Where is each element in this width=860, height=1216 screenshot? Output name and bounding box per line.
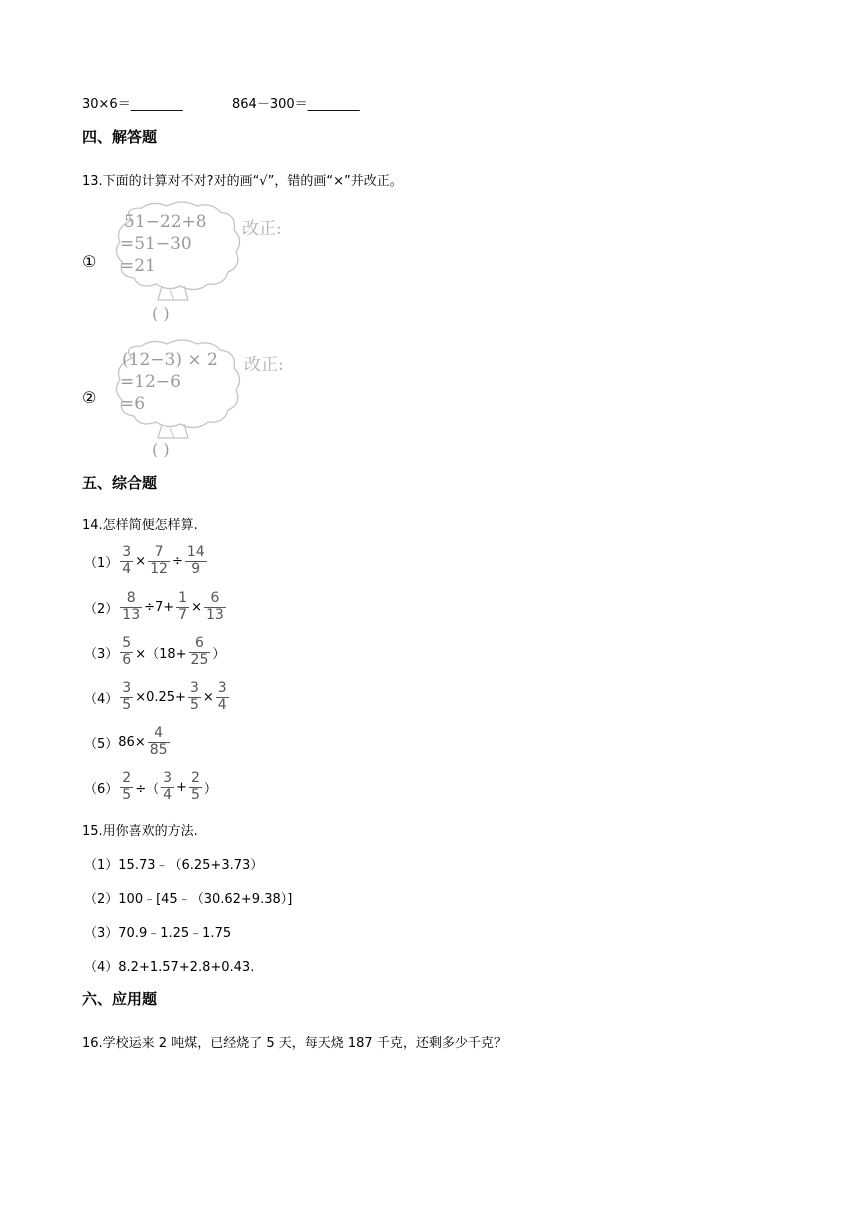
denominator: 5 — [189, 697, 199, 713]
denominator: 4 — [217, 697, 227, 713]
item-2-marker: ② — [82, 388, 97, 407]
operator: 86× — [118, 734, 146, 750]
fraction — [204, 592, 226, 622]
fraction — [120, 592, 142, 622]
numerator: 3 — [122, 680, 132, 696]
operator: × — [202, 689, 214, 705]
operator: ×（18+ — [135, 646, 187, 662]
q14-item-5 — [84, 727, 172, 757]
numerator: 2 — [190, 770, 200, 786]
denominator: 7 — [178, 607, 188, 623]
question-16-prompt: 16.学校运来 2 吨煤，已经烧了 5 天，每天烧 187 千克，还剩多少千克？ — [82, 1036, 507, 1051]
q14-item-1-label: （1） — [84, 555, 119, 571]
tree-1-answer-paren: ( ) — [152, 304, 170, 323]
denominator: 5 — [122, 697, 132, 713]
denominator: 4 — [122, 561, 132, 577]
q15-item-3: （3）70.9﹣1.25﹣1.75 — [84, 926, 232, 941]
fraction — [216, 682, 229, 712]
numerator: 5 — [122, 635, 132, 651]
q14-item-3 — [84, 637, 225, 667]
section-5-heading: 五、综合题 — [82, 474, 158, 492]
q14-item-3-label: （3） — [84, 646, 119, 662]
numerator: 3 — [163, 770, 173, 786]
tree-1-line-1: 51−22+8 — [124, 212, 207, 232]
section-6-heading: 六、应用题 — [82, 990, 158, 1008]
fraction — [120, 546, 133, 576]
fraction — [120, 682, 133, 712]
denominator: 6 — [122, 652, 132, 668]
q14-item-6 — [84, 772, 217, 802]
numerator: 6 — [210, 590, 220, 606]
fraction — [189, 637, 211, 667]
numerator: 7 — [154, 544, 164, 560]
operator: + — [176, 779, 187, 795]
fraction — [120, 637, 133, 667]
tree-1-line-3: =21 — [120, 256, 156, 276]
numerator: 8 — [126, 590, 136, 606]
fraction — [185, 546, 207, 576]
tree-1-correction-label: 改正: — [242, 219, 282, 239]
fraction — [148, 727, 170, 757]
denominator: 85 — [149, 742, 168, 758]
tree-2-line-3: =6 — [120, 394, 146, 414]
operator: ） — [212, 646, 226, 662]
q15-item-4: （4）8.2+1.57+2.8+0.43. — [84, 960, 255, 975]
tree-2-line-1: (12−3) × 2 — [122, 350, 218, 370]
fraction — [176, 592, 189, 622]
operator: ÷7+ — [144, 599, 175, 615]
tree-1-line-2: =51−30 — [120, 234, 192, 254]
operator: ÷ — [171, 553, 183, 569]
q14-item-1 — [84, 546, 209, 576]
numerator: 14 — [186, 544, 205, 560]
numerator: 3 — [122, 544, 132, 560]
fraction — [188, 682, 201, 712]
q15-item-1: （1）15.73﹣（6.25+3.73） — [84, 858, 264, 873]
exercise-line-30x6: 30×6＝________ — [82, 97, 183, 112]
denominator: 4 — [163, 787, 173, 803]
tree-2-correction-label: 改正: — [244, 355, 284, 375]
fraction — [120, 772, 133, 802]
numerator: 6 — [194, 635, 204, 651]
denominator: 13 — [122, 607, 141, 623]
operator: ×0.25+ — [135, 689, 186, 705]
denominator: 12 — [150, 561, 168, 577]
operator: × — [135, 553, 147, 569]
question-14-prompt: 14.怎样简便怎样算. — [82, 518, 198, 533]
tree-2-answer-paren: ( ) — [152, 440, 170, 459]
fraction — [161, 772, 174, 802]
numerator: 3 — [189, 680, 199, 696]
fraction — [148, 546, 170, 576]
numerator: 2 — [122, 770, 132, 786]
item-1-marker: ① — [82, 252, 97, 271]
operator: ÷（ — [135, 781, 160, 797]
operator: × — [191, 599, 202, 615]
q14-item-6-label: （6） — [84, 781, 119, 797]
exercise-line-864-300: 864－300＝________ — [232, 97, 360, 112]
section-4-heading: 四、解答题 — [82, 128, 158, 146]
denominator: 25 — [190, 652, 209, 668]
q14-item-4 — [84, 682, 231, 712]
q15-item-2: （2）100﹣[45﹣（30.62+9.38）] — [84, 892, 293, 907]
denominator: 5 — [190, 787, 200, 803]
numerator: 3 — [217, 680, 227, 696]
question-15-prompt: 15.用你喜欢的方法. — [82, 824, 198, 839]
q14-item-2 — [84, 592, 228, 622]
q14-item-2-label: （2） — [84, 601, 119, 617]
q14-item-4-label: （4） — [84, 691, 119, 707]
numerator: 4 — [154, 725, 164, 741]
fraction — [189, 772, 202, 802]
denominator: 5 — [122, 787, 132, 803]
operator: ） — [203, 781, 217, 797]
numerator: 1 — [178, 590, 188, 606]
tree-2-line-2: =12−6 — [120, 372, 181, 392]
denominator: 13 — [206, 607, 224, 623]
denominator: 9 — [191, 561, 201, 577]
q14-item-5-label: （5） — [84, 736, 119, 752]
question-13-prompt: 13.下面的计算对不对?对的画“√”，错的画“×”并改正。 — [82, 174, 403, 189]
